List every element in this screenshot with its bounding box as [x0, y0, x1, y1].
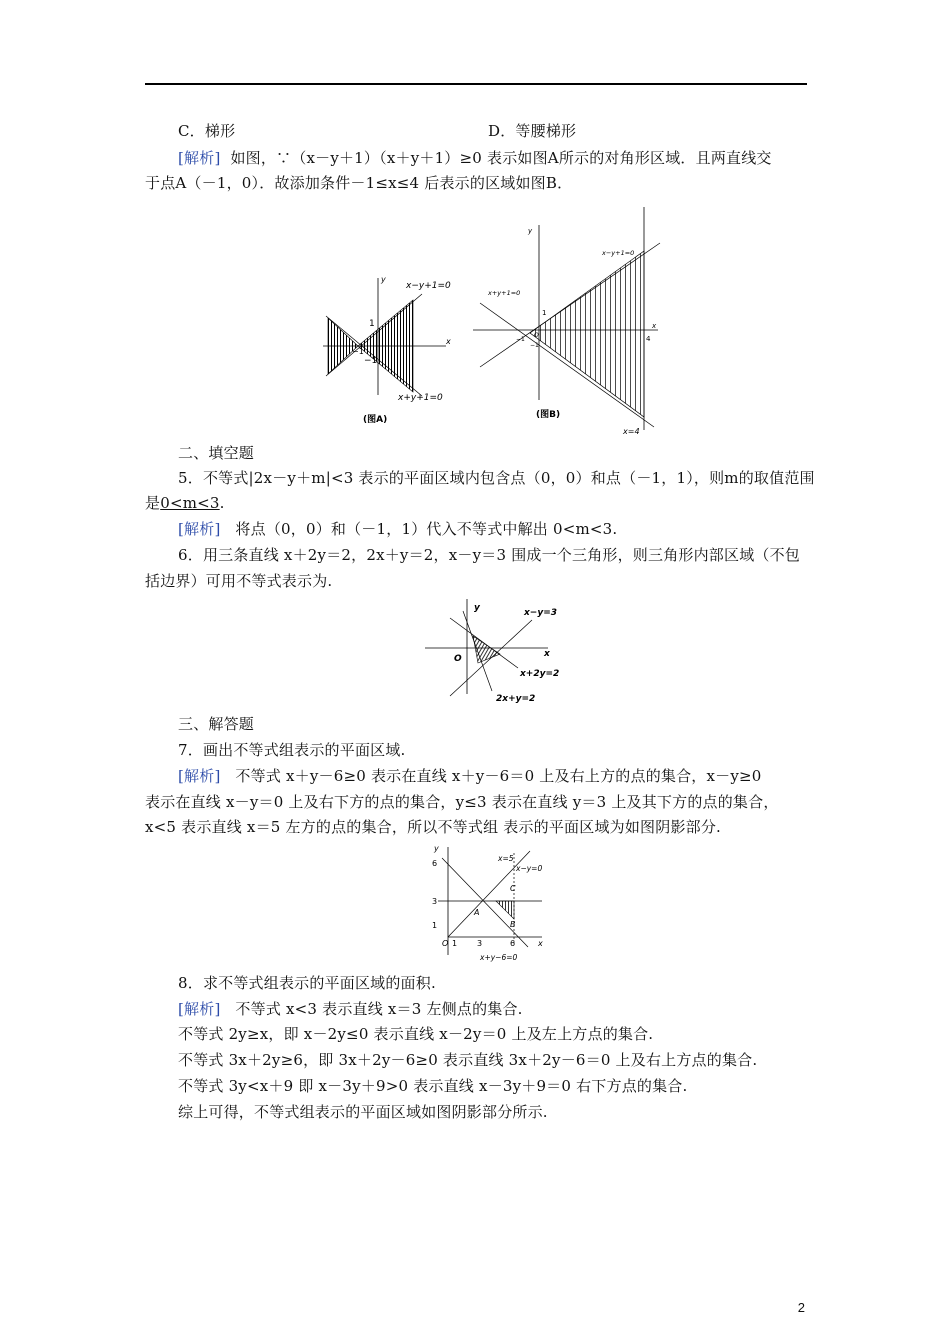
- q7-analysis-line1: [178, 764, 762, 788]
- figb-tick-xneg1: −1: [516, 336, 525, 343]
- analysis-tag: [解析]: [178, 1000, 221, 1018]
- figb-tick-1: 1: [542, 309, 547, 317]
- section-3-heading: 三、解答题: [178, 715, 255, 733]
- fig7-tick-y3: 3: [432, 897, 438, 906]
- figure-b: [468, 205, 668, 440]
- q4-text1: 如图，∵（x－y＋1）（x＋y＋1）≥0 表示如图A所示的对角形区域．且两直线交: [230, 149, 772, 167]
- figa-caption: (图A): [363, 415, 388, 425]
- q7-analysis-line3: x<5 表示直线 x＝5 左方的点的集合，所以不等式组 表示的平面区域为如图阴影部分.: [145, 818, 722, 836]
- fig7-tick-x1: 1: [452, 939, 458, 948]
- figa-tick-1: 1: [369, 319, 375, 329]
- q4-analysis-line2: 于点A（－1，0）．故添加条件－1≤x≤4 后表示的区域如图B．: [145, 174, 573, 192]
- analysis-tag: [解析]: [178, 520, 221, 538]
- figb-origin: O: [534, 332, 539, 339]
- fig7-eq-x5: x=5: [498, 854, 514, 863]
- figa-y-label: y: [381, 275, 386, 284]
- q6-line1: 6．用三条直线 x＋2y＝2，2x＋y＝2，x－y＝3 围成一个三角形，则三角形内部区域（不包: [178, 546, 801, 564]
- fig7-point-c: C: [510, 884, 516, 893]
- analysis-tag: [解析]: [178, 149, 221, 167]
- fig7-tick-x6: 6: [510, 939, 516, 948]
- figa-eq-bottom: x+y+1=0: [398, 393, 443, 403]
- figb-y-label: y: [528, 227, 533, 235]
- q5-answer: 0<m<3: [160, 494, 220, 512]
- fig7-y-label: y: [434, 844, 439, 853]
- figb-eq-right: x=4: [623, 427, 640, 436]
- q5-line2-pre: 是: [145, 494, 161, 512]
- q5-line2-post: .: [219, 494, 225, 512]
- fig6-x-label: x: [544, 649, 550, 659]
- figure-a: [318, 270, 458, 430]
- q5-analysis-text: 将点（0，0）和（－1，1）代入不等式中解出 0<m<3.: [235, 520, 618, 538]
- figb-region: [530, 251, 644, 417]
- fig7-point-b: B: [510, 920, 516, 929]
- fig6-line-xmy3: [450, 620, 532, 696]
- q8-analysis-line1: [178, 997, 523, 1021]
- fig6-eq3: 2x+y=2: [496, 694, 536, 704]
- q7-title: 7．画出不等式组表示的平面区域.: [178, 741, 406, 759]
- fig6-eq2: x+2y=2: [520, 669, 560, 679]
- analysis-tag: [解析]: [178, 767, 221, 785]
- fig7-tick-y1: 1: [432, 921, 438, 930]
- fig7-eq-sum: x+y−6=0: [480, 953, 518, 962]
- q7-analysis-line2: 表示在直线 x－y＝0 上及右下方的点的集合，y≤3 表示在直线 y＝3 上及其下方的点的集合，: [145, 793, 779, 811]
- figb-x-label: x: [652, 322, 657, 330]
- figb-caption: (图B): [536, 410, 561, 420]
- q8-analysis-line5: 综上可得，不等式组表示的平面区域如图阴影部分所示.: [178, 1103, 548, 1121]
- figb-tick-4: 4: [646, 335, 651, 343]
- figb-eq-top: x−y+1=0: [602, 249, 635, 257]
- q7-text1: 不等式 x＋y－6≥0 表示在直线 x＋y－6＝0 上及右上方的点的集合，x－y≥0: [235, 767, 762, 785]
- q5-line2: [145, 491, 225, 515]
- figa-eq-top: x−y+1=0: [406, 281, 451, 291]
- figb-tick-yneg1: −1: [530, 342, 539, 349]
- section-2-heading: 二、填空题: [178, 444, 255, 462]
- header-rule: [145, 83, 807, 85]
- fig7-tick-y6: 6: [432, 859, 438, 868]
- q8-text1: 不等式 x<3 表示直线 x＝3 左侧点的集合.: [235, 1000, 523, 1018]
- fig7-x-label: x: [538, 939, 543, 948]
- q8-analysis-line2: 不等式 2y≥x，即 x－2y≤0 表示直线 x－2y＝0 上及左上方点的集合.: [178, 1025, 654, 1043]
- figa-tick-xneg1: −1: [352, 347, 364, 356]
- fig7-tick-x3: 3: [477, 939, 483, 948]
- fig7-eq-xy: x−y=0: [516, 864, 543, 873]
- q5-analysis: [178, 517, 617, 541]
- q8-title: 8．求不等式组表示的平面区域的面积.: [178, 974, 436, 992]
- q6-line2: 括边界）可用不等式表示为.: [145, 572, 333, 590]
- figa-x-label: x: [446, 337, 451, 346]
- fig6-eq1: x−y=3: [524, 608, 558, 618]
- fig6-y-label: y: [474, 603, 480, 613]
- q8-analysis-line4: 不等式 3y<x＋9 即 x－3y＋9>0 表示直线 x－3y＋9＝0 右下方点的集合.: [178, 1077, 688, 1095]
- option-d: D．等腰梯形: [488, 122, 577, 140]
- figure-q6: [420, 596, 570, 706]
- fig6-origin: O: [454, 654, 462, 664]
- q8-analysis-line3: 不等式 3x＋2y≥6，即 3x＋2y－6≥0 表示直线 3x＋2y－6＝0 上及右上方点的集合.: [178, 1051, 758, 1069]
- option-c: C．梯形: [178, 122, 236, 140]
- figb-eq-left: x+y+1=0: [488, 289, 521, 297]
- q5-line1: 5．不等式|2x－y＋m|<3 表示的平面区域内包含点（0，0）和点（－1，1），则m的取值范围: [178, 469, 815, 487]
- page-number: 2: [797, 1300, 805, 1315]
- figure-q7: [420, 843, 560, 965]
- figa-tick-neg1: −1: [364, 356, 378, 366]
- fig7-origin: O: [442, 939, 449, 948]
- q4-analysis-line1: [178, 146, 772, 170]
- fig7-point-a: A: [474, 908, 480, 917]
